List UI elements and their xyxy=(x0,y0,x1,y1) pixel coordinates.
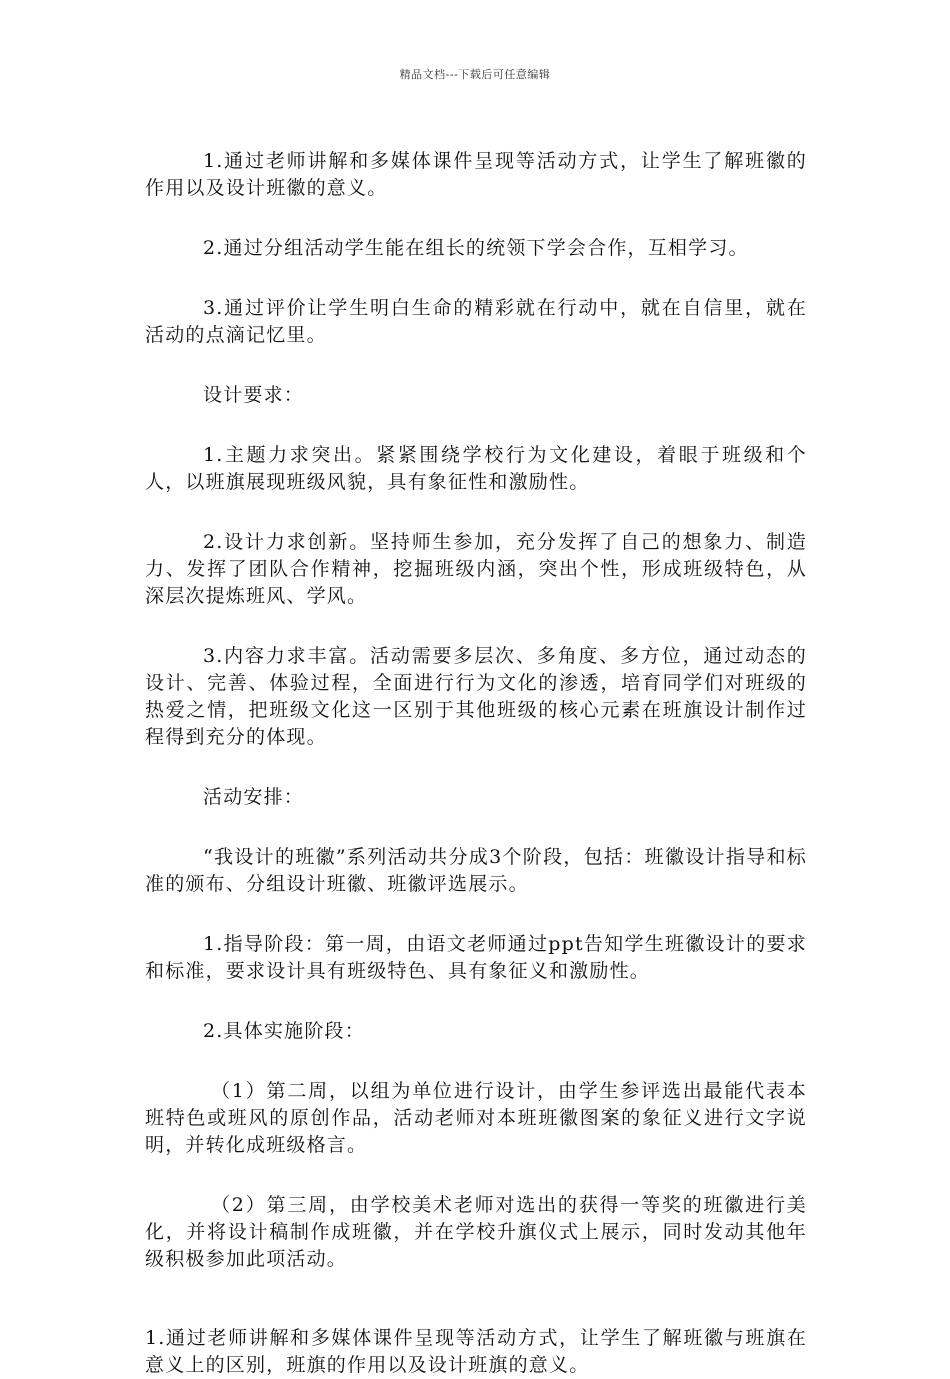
stage-paragraph-2: 2.具体实施阶段： xyxy=(203,1020,365,1042)
requirement-paragraph-2: 2.设计力求创新。坚持师生参加，充分发挥了自己的想象力、制造力、发挥了团队合作精神，挖掘班级内涵，突出个性，形成班级特色，从深层次提炼班风、学风。 xyxy=(145,531,807,607)
page-header: 精品文档---下载后可任意编辑 xyxy=(399,68,551,81)
stage-paragraph-1: 1.指导阶段：第一周，由语文老师通过ppt告知学生班徽设计的要求和标准，要求设计具有班级特色、具有象征义和激励性。 xyxy=(145,933,807,982)
substage-paragraph-2: （2）第三周，由学校美术老师对选出的获得一等奖的班徽进行美化，并将设计稿制作成班徽，并在学校升旗仪式上展示，同时发动其他年级积极参加此项活动。 xyxy=(145,1194,807,1270)
document-body xyxy=(145,148,807,1379)
objective-paragraph-1: 1.通过老师讲解和多媒体课件呈现等活动方式，让学生了解班徽的作用以及设计班徽的意义。 xyxy=(145,150,807,199)
arrangement-intro-paragraph: “我设计的班徽”系列活动共分成3个阶段，包括：班徽设计指导和标准的颁布、分组设计班徽、班徽评选展示。 xyxy=(145,846,807,895)
substage-paragraph-1: （1）第二周，以组为单位进行设计，由学生参评选出最能代表本班特色或班风的原创作品，活动老师对本班班徽图案的象征义进行文字说明，并转化成班级格言。 xyxy=(145,1080,807,1156)
objective-paragraph-2: 2.通过分组活动学生能在组长的统领下学会合作，互相学习。 xyxy=(203,237,749,259)
requirement-paragraph-3: 3.内容力求丰富。活动需要多层次、多角度、多方位，通过动态的设计、完善、体验过程，全面进行行为文化的渗透，培育同学们对班级的热爱之情，把班级文化这一区别于其他班级的核心元素在班旗设计制作过程得到充分的体现。 xyxy=(145,645,807,748)
section-heading-activity-arrangement: 活动安排： xyxy=(203,786,305,808)
section-heading-design-requirements: 设计要求： xyxy=(203,384,305,406)
final-objective-paragraph: 1.通过老师讲解和多媒体课件呈现等活动方式，让学生了解班徽与班旗在意义上的区别，班旗的作用以及设计班旗的意义。 xyxy=(145,1327,807,1376)
objective-paragraph-3: 3.通过评价让学生明白生命的精彩就在行动中，就在自信里，就在活动的点滴记忆里。 xyxy=(145,297,807,346)
requirement-paragraph-1: 1.主题力求突出。紧紧围绕学校行为文化建设，着眼于班级和个人，以班旗展现班级风貌，具有象征性和激励性。 xyxy=(145,444,807,493)
